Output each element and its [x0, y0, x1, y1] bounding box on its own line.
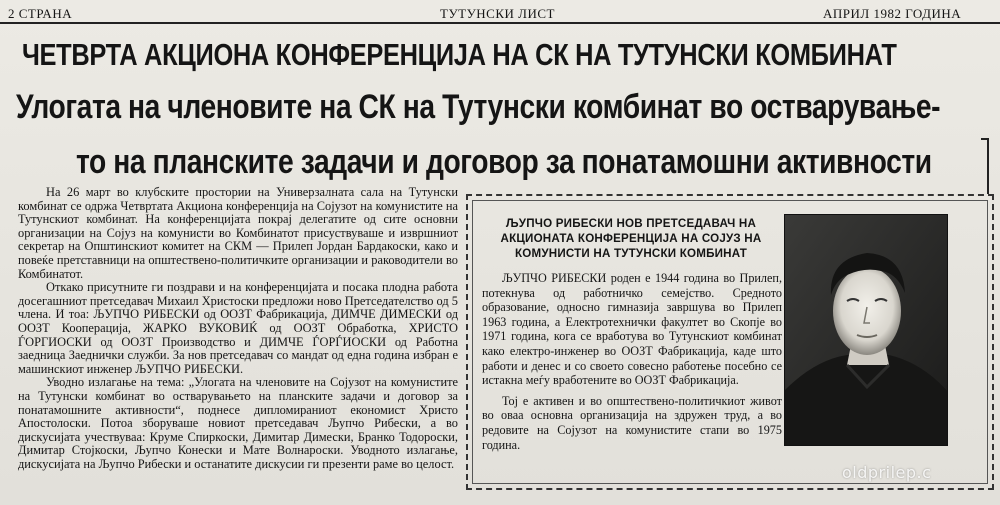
header-divider	[0, 22, 1000, 24]
article-body	[18, 186, 458, 471]
sidebar-text	[482, 271, 782, 458]
article-paragraph: На 26 март во клубските простории на Универзалната сала на Тутунски комбинат се одржа Четвртата Акциона конференција на Сојузот на комунистите на Тутунскиот комбинат. На конференцијата покрај делегатите од сите основни организации на Сојуз на комунисти во Комбинатот присуствуваше и извршниот секретар на Општинскиот комитет на СКМ — Прилеп Јордан Бардакоски, како и повеќе претставници на општествено-политичките организации и раководители во Комбинатот.	[18, 185, 458, 281]
article-paragraph: Откако присутните ги поздрави и на конференцијата и посака плодна работа досегашниот претседавач Михаил Христоски предложи ново Претседателство од 5 члена. И тоа: ЉУПЧО РИБЕСКИ од ООЗТ Фабрикација, ДИМЧЕ ДИМЕСКИ од ООЗТ Кооперација, ЖАРКО ВУКОВИЌ од ООЗТ Обработка, ХРИСТО ЃОРГИОСКИ од ООЗТ Производство и ДИМЧЕ ЃОРЃИОСКИ од Работна заедница Заеднички служби. За нов претседавач со мандат од една година избран е машинскиот инженер ЉУПЧО РИБЕСКИ.	[18, 280, 458, 376]
sidebar-paragraph: Тој е активен и во општествено-политичкиот живот во оваа основна организација на здружен труд, а во редовите на Сојузот на комунистите стапи во 1975 година.	[482, 393, 782, 452]
sidebar-title: ЉУПЧО РИБЕСКИ НОВ ПРЕТСЕДАВАЧ НА АКЦИОНАТА КОНФЕРЕНЦИЈА НА СОЈУЗ НА КОМУНИСТИ НА ТУТУНСКИ КОМБИНАТ	[500, 217, 762, 260]
article-paragraph: Уводно излагање на тема: „Улогата на членовите на Сојузот на комунистите на Тутунски комбинат во остварувањето на планските задачи и договор за понатамошните активности“, поднесе дипломираниот економист Христо Апостолоски. Потоа зборуваше новиот претседавач Љупчо Рибески, а во дискусијата учествуваа: Круме Спиркоски, Димитар Димески, Бранко Тодороски, Димитар Стојкоски, Љупчо Конески и Мате Волнароски. Уводното излагање, дискусијата на Љупчо Рибески и останатите дискусии ги презенти раме во целост.	[18, 375, 458, 471]
subheadline-line-2: то на планските задачи и договор за понатамошни активности	[76, 143, 932, 181]
portrait-image	[785, 215, 948, 446]
headline: ЧЕТВРТА АКЦИОНА КОНФЕРЕНЦИЈА НА СК НА ТУТУНСКИ КОМБИНАТ	[22, 37, 897, 72]
headline-bracket	[981, 138, 989, 194]
page-header	[0, 4, 1000, 24]
issue-date: АПРИЛ 1982 ГОДИНА	[823, 6, 962, 21]
sidebar-paragraph: ЉУПЧО РИБЕСКИ роден е 1944 година во Прилеп, потекнува од работничко семејство. Средното образование, односно гимназија завршува во Прилеп 1963 година, а Електротехнички факултет во Скопје во 1971 година, кога се вработува во Тутунскиот комбинат како електро-инженер во ООЗТ Фабрикација, каде што работи и денес и со своето совесно работење посебно се истакна меѓу вработените во ООЗТ Фабрикација.	[482, 271, 782, 388]
newspaper-name: ТУТУНСКИ ЛИСТ	[440, 6, 555, 21]
page-number: 2 СТРАНА	[8, 6, 73, 21]
subheadline-line-1: Улогата на членовите на СК на Тутунски комбинат во остварување-	[16, 88, 941, 126]
portrait-photo	[784, 214, 948, 446]
watermark: oldprilep.c	[842, 463, 932, 482]
